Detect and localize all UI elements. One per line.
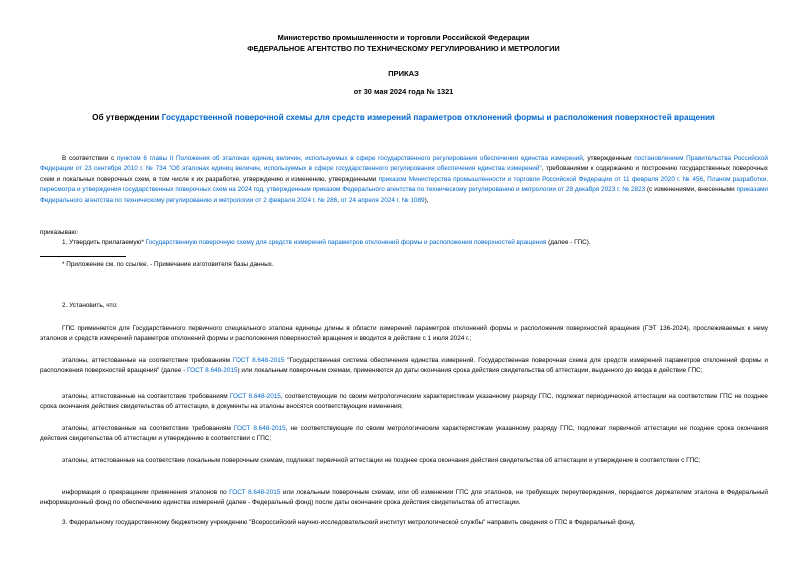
order-word: приказываю: — [40, 229, 78, 236]
document-type: ПРИКАЗ — [388, 69, 419, 78]
para2-link-gost-2[interactable]: ГОСТ 8.648-2015 — [187, 367, 238, 375]
intro-text-3: , требованиями к содержанию и построению государственных поверочных схем и локальных поверочных схем, в том числе к их разработке, утверждению и изменению, утвержденными — [40, 165, 768, 183]
paragraph-information-transfer — [40, 488, 768, 509]
para4-link-gost[interactable]: ГОСТ 8.648-2015 — [233, 425, 286, 432]
para2-text-1: эталоны, аттестованные на соответствие требованиям — [62, 357, 233, 364]
intro-link-order-286[interactable]: приказами Федерального агентства по техническому регулированию и метрологии от 2 февраля 2024 г. № 286 — [40, 186, 768, 204]
title-prefix: Об утверждении — [92, 113, 162, 122]
para4-text-2: , не соответствующие по своим метрологическим характеристикам указанному разряду ГПС, подлежат первичной аттестации не позднее срока окончания действия свидетельства об аттестации и утверждению в соответствии с ГПС; — [40, 425, 768, 443]
para2-text-3: ) или локальным поверочным схемам, применяются до даты окончания срока действия свидетельства об аттестации, выданного до ввода в действие ГПС; — [237, 367, 703, 375]
intro-text-6: , — [337, 196, 341, 204]
para2-link-gost-1[interactable]: ГОСТ 8.648-2015 — [232, 357, 285, 364]
footnote: * Приложение см. по ссылке. - Примечание изготовителя базы данных. — [62, 261, 274, 268]
para6-link-gost[interactable]: ГОСТ 8.648-2015 — [229, 489, 281, 496]
item1-text-2: (далее - ГПС). — [546, 239, 591, 246]
item-3: 3. Федеральному государственному бюджетному учреждению "Всероссийский научно-исследовательский институт метрологической службы" направить сведения о ГПС в Федеральный фонд. — [62, 519, 636, 526]
item1-link-scheme[interactable]: Государственную поверочную схему для средств измерений параметров отклонений формы и расположения поверхностей вращения — [145, 239, 547, 246]
paragraph-periodic-attestation — [40, 392, 768, 413]
intro-paragraph — [40, 154, 768, 206]
title-link[interactable]: Государственной поверочной схемы для средств измерений параметров отклонений формы и расположения поверхностей вращения — [161, 113, 715, 122]
para3-link-gost[interactable]: ГОСТ 8.648-2015 — [229, 393, 281, 400]
intro-link-resolution[interactable]: постановлением Правительства Российской Федерации от 23 сентября 2010 г. № 734 "Об эталонах единиц величин, используемых в сфере государственного регулирования обеспечения единства измерений" — [40, 155, 769, 173]
intro-text-7: ), — [424, 196, 429, 204]
intro-text-2: , утвержденным — [582, 155, 635, 162]
item-1 — [40, 238, 768, 248]
document-date-number: от 30 мая 2024 года № 1321 — [353, 87, 454, 96]
footnote-separator — [40, 256, 126, 257]
item-2: 2. Установить, что: — [62, 302, 118, 309]
paragraph-local-schemes: эталоны, аттестованные на соответствие локальным поверочным схемам, подлежат первичной аттестации не позднее срока окончания действия свидетельства об аттестации и утверждение в соответствии с ГПС; — [62, 457, 701, 464]
ministry-heading: Министерство промышленности и торговли Российской Федерации — [277, 33, 530, 42]
para3-text-1: эталоны, аттестованные на соответствие требованиям — [62, 393, 230, 400]
intro-link-regulation[interactable]: пунктом 6 главы II Положения об эталонах единиц величин, используемых в сфере государственного регулирования обеспечения единства измерений — [116, 155, 583, 162]
para6-text-1: информация о прекращении применения эталонов по — [62, 489, 230, 496]
para4-text-1: эталоны, аттестованные на соответствие требованиям — [62, 425, 234, 432]
intro-text-1: В соответствии с — [62, 155, 117, 162]
intro-link-order-1089[interactable]: от 24 апреля 2024 г. № 1089 — [340, 196, 425, 204]
para6-text-2: или локальным поверочным схемам, или об изменении ГПС для эталонов, не требующих переутверждения, передается держателем эталона в Федеральный информационный фонд по обеспечению единства измерений (далее - Федеральный фонд) после даты окончания срока действия свидетельства об аттестации. — [40, 489, 768, 507]
document-title — [30, 113, 777, 122]
para3-text-2: , соответствующие по своим метрологическим характеристикам указанному разряду ГПС, подлежат периодической аттестации на соответствие ГПС не позднее срока окончания действия свидетельства об аттестации, в документы на эталоны вносятся соответствующие изменения; — [40, 393, 768, 411]
paragraph-etalons-valid — [40, 356, 768, 377]
intro-text-4: , — [703, 175, 708, 183]
para2-text-2: "Государственная система обеспечения единства измерений. Государственная поверочная схема для средств измерений параметров отклонений формы и расположения поверхностей вращения" (далее - — [40, 357, 768, 375]
paragraph-gps-scope: ГПС применяется для Государственного первичного специального эталона единицы длины в области измерений параметров отклонений формы и расположения поверхностей вращения (ГЭТ 136-2024), прослеживаемых к нему эталонов и средств измерений параметров отклонений формы и расположения поверхностей вращения и вводится в действие с 1 июля 2024 г.; — [40, 325, 768, 343]
intro-link-plan[interactable]: Планом разработки, пересмотра и утверждения государственных поверочных схем на 2024 год, утвержденным приказом Федерального агентства по техническому регулированию и метрологии от 28 декабря 2023 г. № 2823 — [40, 175, 768, 194]
agency-heading: ФЕДЕРАЛЬНОЕ АГЕНТСТВО ПО ТЕХНИЧЕСКОМУ РЕГУЛИРОВАНИЮ И МЕТРОЛОГИИ — [247, 44, 560, 53]
intro-text-5: (с изменениями, внесенными — [645, 186, 737, 194]
paragraph-primary-attestation — [40, 424, 768, 445]
intro-link-order-456[interactable]: приказом Министерства промышленности и торговли Российской Федерации от 11 февраля 2020 г. № 456 — [378, 175, 704, 183]
item1-text-1: 1. Утвердить прилагаемую* — [62, 239, 146, 246]
